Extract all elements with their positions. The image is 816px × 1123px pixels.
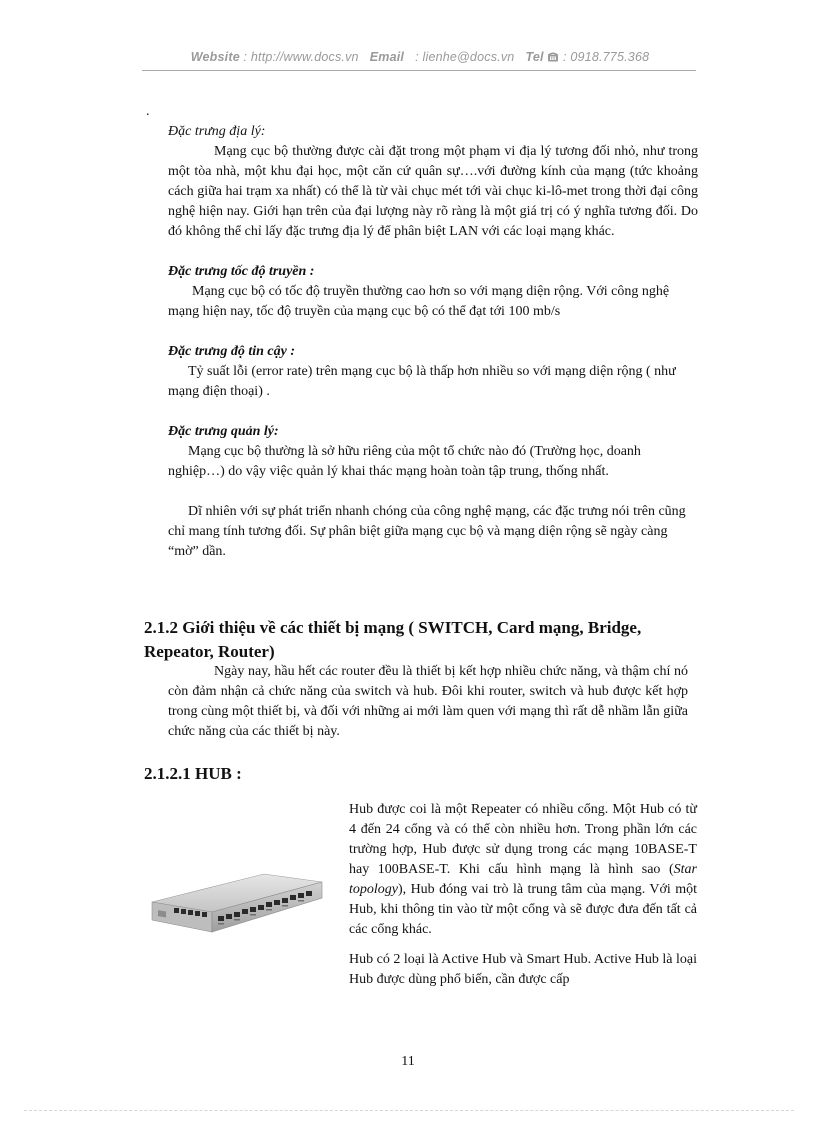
hub-description bbox=[349, 800, 697, 990]
section-heading-2-1-2: 2.1.2 Giới thiệu về các thiết bị mạng ( SWITCH, Card mạng, Bridge, Repeator, Router) bbox=[144, 618, 642, 661]
star-topology-term: Star topology bbox=[349, 862, 697, 897]
hub-paragraph-1-start: Hub được coi là một Repeater có nhiều cổng. Một Hub có từ 4 đến 24 cổng và có thể còn nhiều hơn. Trong phần lớn các trường hợp, Hub được sử dụng trong các mạng 10BASE-T hay 100BASE-T. Khi cấu hình mạng là hình sao ( bbox=[349, 802, 697, 877]
page-number: 11 bbox=[401, 1054, 415, 1069]
intro-text: Ngày nay, hầu hết các router đều là thiết bị kết hợp nhiều chức năng, và thậm chí nó còn đảm nhận cả chức năng của switch và hub. Đôi khi router, switch và hub được kết hợp trong cùng một thiết bị, và đối với những ai mới làm quen với mạng thì rất dễ nhầm lẫn giữa chức năng của các thiết bị này. bbox=[168, 664, 688, 739]
spacer bbox=[168, 482, 698, 502]
phone-icon bbox=[547, 50, 563, 64]
hub-paragraph-2: Hub có 2 loại là Active Hub và Smart Hub. Active Hub là loại Hub được dùng phổ biến, cần được cấp bbox=[349, 952, 697, 987]
footer-divider bbox=[24, 1110, 794, 1111]
reliability-label: Đặc trưng độ tin cậy : bbox=[168, 344, 295, 359]
management-text: Mạng cục bộ thường là sở hữu riêng của một tổ chức nào đó (Trường học, doanh nghiệp…) do vậy việc quản lý khai thác mạng hoàn toàn tập trung, thống nhất. bbox=[168, 444, 641, 479]
conclusion-text: Dĩ nhiên với sự phát triển nhanh chóng của công nghệ mạng, các đặc trưng nói trên cũng chỉ mang tính tương đối. Sự phân biệt giữa mạng cục bộ và mạng diện rộng sẽ ngày càng “mờ” dần. bbox=[168, 504, 686, 559]
reliability-text: Tỷ suất lỗi (error rate) trên mạng cục bộ là thấp hơn nhiều so với mạng diện rộng ( như mạng điện thoại) . bbox=[168, 364, 676, 399]
spacer bbox=[349, 940, 697, 950]
page-header bbox=[140, 50, 700, 64]
geo-text: Mạng cục bộ thường được cài đặt trong một phạm vi địa lý tương đối nhỏ, như trong một tòa nhà, một khu đại học, một căn cứ quân sự….với đường kính của mạng (tức khoảng cách giữa hai trạm xa nhất) có thể là từ vài chục mét tới vài chục ki-lô-met trong thời đại công nghệ hiện nay. Giới hạn trên của đại lượng này rõ ràng là một giá trị có ý nghĩa tương đối. Do đó không thể chỉ lấy đặc trưng địa lý để phân biệt LAN với các loại mạng khác. bbox=[168, 144, 698, 239]
stray-mark: . bbox=[146, 104, 150, 119]
hub-paragraph-1-end: ), Hub đóng vai trò là trung tâm của mạng. Với một Hub, khi thông tin vào từ một cổng và sẽ được đưa đến tất cả các cổng khác. bbox=[349, 882, 697, 937]
hub-paragraph-1 bbox=[349, 800, 697, 940]
speed-label: Đặc trưng tốc độ truyền : bbox=[168, 264, 315, 279]
network-hub-image bbox=[146, 858, 326, 938]
section-heading-hub: 2.1.2.1 HUB : bbox=[144, 764, 242, 783]
spacer bbox=[168, 242, 698, 262]
tel-label: Tel bbox=[525, 50, 544, 64]
spacer bbox=[168, 402, 698, 422]
management-label: Đặc trưng quản lý: bbox=[168, 424, 279, 439]
email-value: : lienhe@docs.vn bbox=[415, 50, 515, 64]
email-label: Email bbox=[369, 50, 405, 64]
website-label: Website bbox=[190, 50, 240, 64]
website-value: : http://www.docs.vn bbox=[243, 50, 359, 64]
spacer bbox=[168, 322, 698, 342]
lan-characteristics bbox=[168, 122, 698, 562]
tel-value: : 0918.775.368 bbox=[563, 50, 650, 64]
header-divider bbox=[142, 70, 696, 71]
intro-2-1-2 bbox=[168, 662, 688, 742]
geo-label: Đặc trưng địa lý: bbox=[168, 124, 266, 139]
speed-text: Mạng cục bộ có tốc độ truyền thường cao hơn so với mạng diện rộng. Với công nghệ mạng hiện nay, tốc độ truyền của mạng cục bộ có thể đạt tới 100 mb/s bbox=[168, 284, 670, 319]
